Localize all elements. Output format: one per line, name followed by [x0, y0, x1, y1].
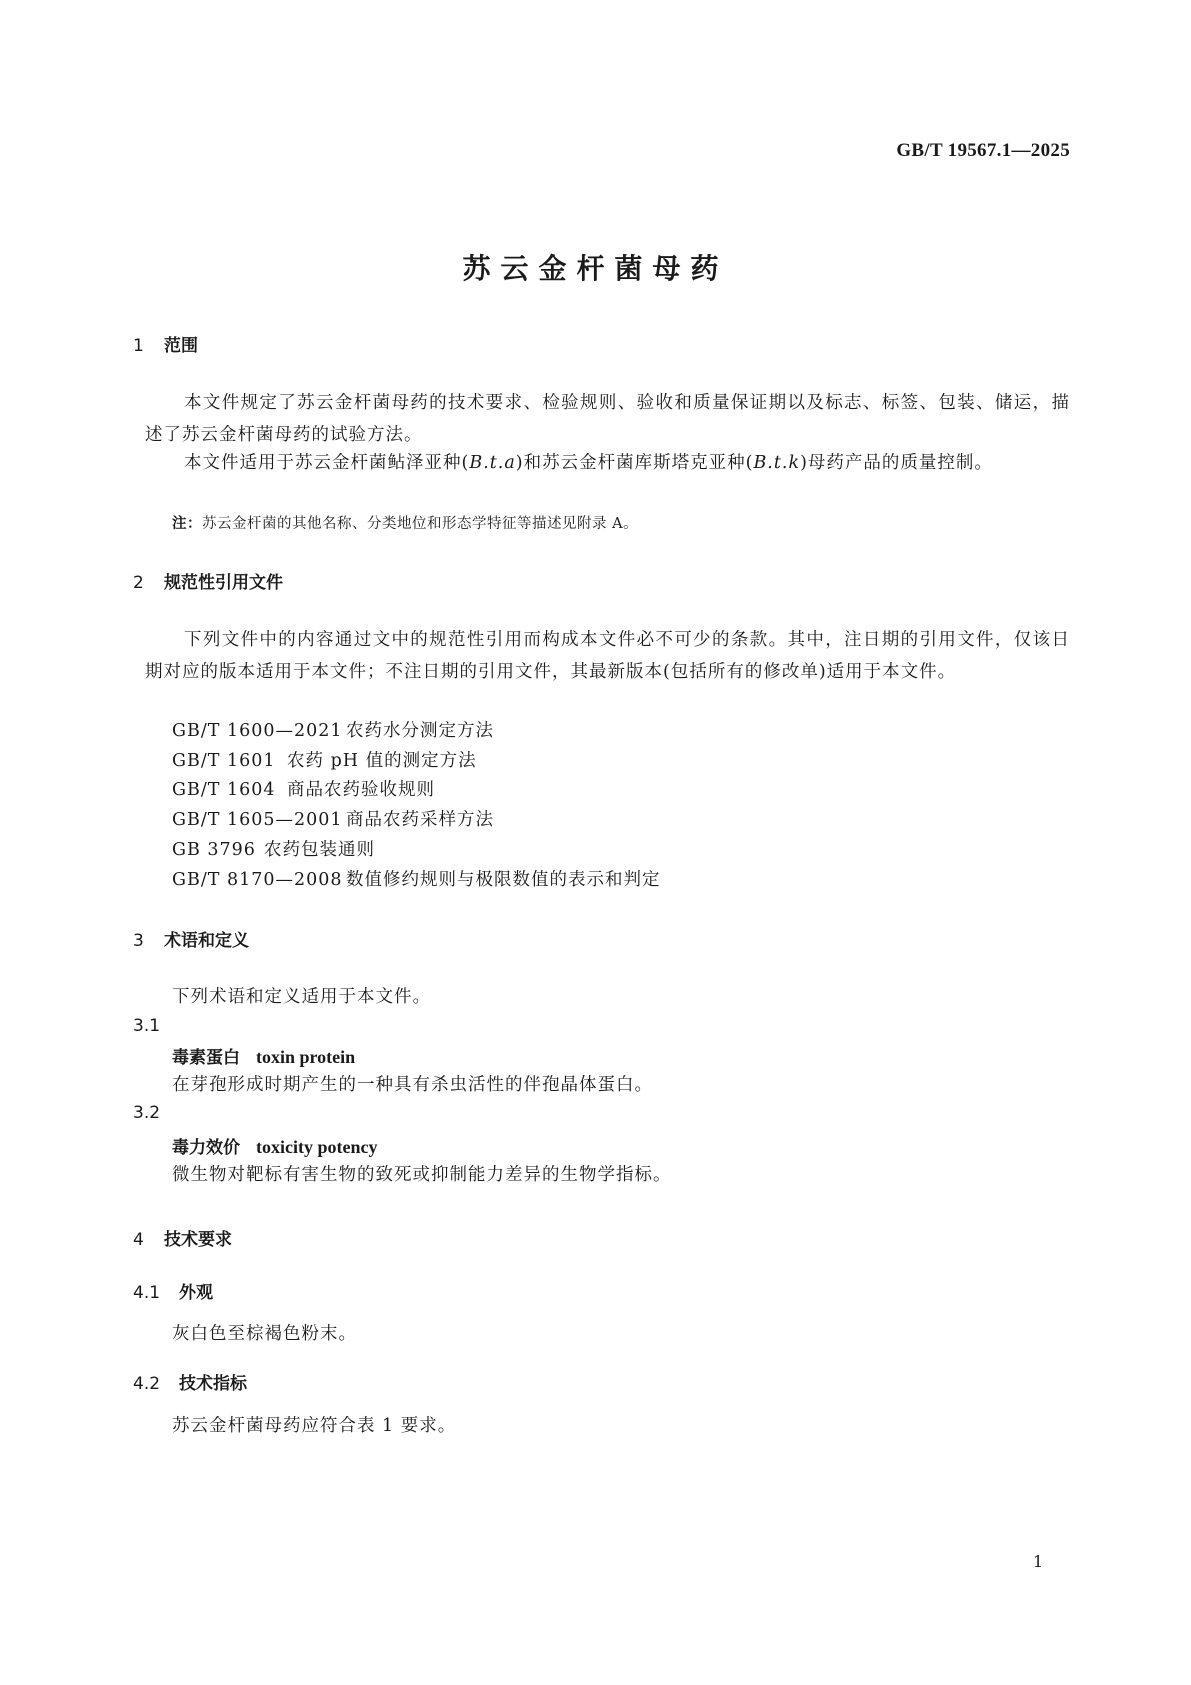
reference-code: GB/T 1605—2001 — [172, 810, 343, 830]
term-number: 3.2 — [133, 1103, 161, 1123]
reference-item — [172, 834, 375, 866]
reference-name: 商品农药验收规则 — [287, 780, 435, 800]
section-title: 规范性引用文件 — [164, 573, 283, 593]
term-en: toxin protein — [256, 1047, 356, 1067]
reference-item — [172, 745, 477, 777]
appearance-text: 灰白色至棕褐色粉末。 — [172, 1324, 357, 1344]
technical-index-text: 苏云金杆菌母药应符合表 1 要求。 — [172, 1416, 457, 1436]
section-title: 术语和定义 — [164, 931, 249, 951]
subspecies-abbrev-btk: B.t.k — [753, 453, 801, 473]
reference-name: 农药 pH 值的测定方法 — [287, 751, 477, 771]
note-text: 苏云金杆菌的其他名称、分类地位和形态学特征等描述见附录 A。 — [202, 516, 639, 532]
section-title: 范围 — [164, 336, 198, 356]
scope-note — [172, 512, 638, 533]
reference-code: GB/T 1600—2021 — [172, 721, 343, 741]
subspecies-abbrev-bta: B.t.a — [469, 453, 516, 473]
term-definition: 在芽孢形成时期产生的一种具有杀虫活性的伴孢晶体蛋白。 — [172, 1075, 653, 1095]
term-zh: 毒素蛋白 — [172, 1048, 240, 1068]
terms-intro: 下列术语和定义适用于本文件。 — [172, 987, 431, 1007]
scope-text: )和苏云金杆菌库斯塔克亚种( — [515, 453, 754, 473]
reference-item — [172, 804, 494, 836]
reference-code: GB/T 8170—2008 — [172, 870, 343, 890]
subsection-title: 外观 — [179, 1283, 213, 1303]
term-definition: 微生物对靶标有害生物的致死或抑制能力差异的生物学指标。 — [172, 1165, 672, 1185]
reference-name: 农药水分测定方法 — [346, 721, 494, 741]
scope-text: )母药产品的质量控制。 — [800, 453, 993, 473]
section-2-heading — [133, 568, 283, 593]
reference-item — [172, 774, 435, 806]
section-number: 1 — [133, 336, 144, 356]
subsection-number: 4.2 — [133, 1374, 161, 1394]
references-paragraph: 下列文件中的内容通过文中的规范性引用而构成本文件必不可少的条款。其中，注日期的引用文件，仅该日期对应的版本适用于本文件；不注日期的引用文件，其最新版本(包括所有的修改单)适用于本文件。 — [145, 630, 1070, 682]
subsection-4-2-heading — [133, 1369, 247, 1394]
term-heading — [172, 1133, 377, 1158]
reference-item — [172, 864, 661, 896]
page-number: 1 — [1033, 1552, 1044, 1571]
subsection-title: 技术指标 — [179, 1374, 247, 1394]
section-number: 4 — [133, 1230, 144, 1250]
section-number: 3 — [133, 931, 144, 951]
scope-paragraph-1: 本文件规定了苏云金杆菌母药的技术要求、检验规则、验收和质量保证期以及标志、标签、包装、储运，描述了苏云金杆菌母药的试验方法。 — [145, 393, 1070, 445]
term-en: toxicity potency — [256, 1137, 378, 1157]
section-1-heading — [133, 331, 198, 356]
note-label: 注： — [172, 516, 202, 532]
subsection-number: 4.1 — [133, 1283, 161, 1303]
standard-number: GB/T 19567.1—2025 — [896, 140, 1070, 161]
section-4-heading — [133, 1225, 232, 1250]
term-number: 3.1 — [133, 1016, 161, 1036]
reference-code: GB/T 1601 — [172, 751, 276, 771]
section-number: 2 — [133, 573, 144, 593]
reference-code: GB/T 1604 — [172, 780, 276, 800]
reference-name: 商品农药采样方法 — [346, 810, 494, 830]
section-title: 技术要求 — [164, 1230, 232, 1250]
term-heading — [172, 1043, 355, 1068]
reference-name: 数值修约规则与极限数值的表示和判定 — [346, 870, 661, 890]
subsection-4-1-heading — [133, 1278, 213, 1303]
section-3-heading — [133, 926, 249, 951]
scope-text: 本文件适用于苏云金杆菌鲇泽亚种( — [184, 453, 470, 473]
reference-item — [172, 715, 494, 747]
scope-paragraph-2 — [145, 447, 1070, 479]
document-title: 苏云金杆菌母药 — [462, 252, 729, 285]
term-zh: 毒力效价 — [172, 1138, 240, 1158]
reference-name: 农药包装通则 — [264, 840, 375, 860]
reference-code: GB 3796 — [172, 840, 256, 860]
